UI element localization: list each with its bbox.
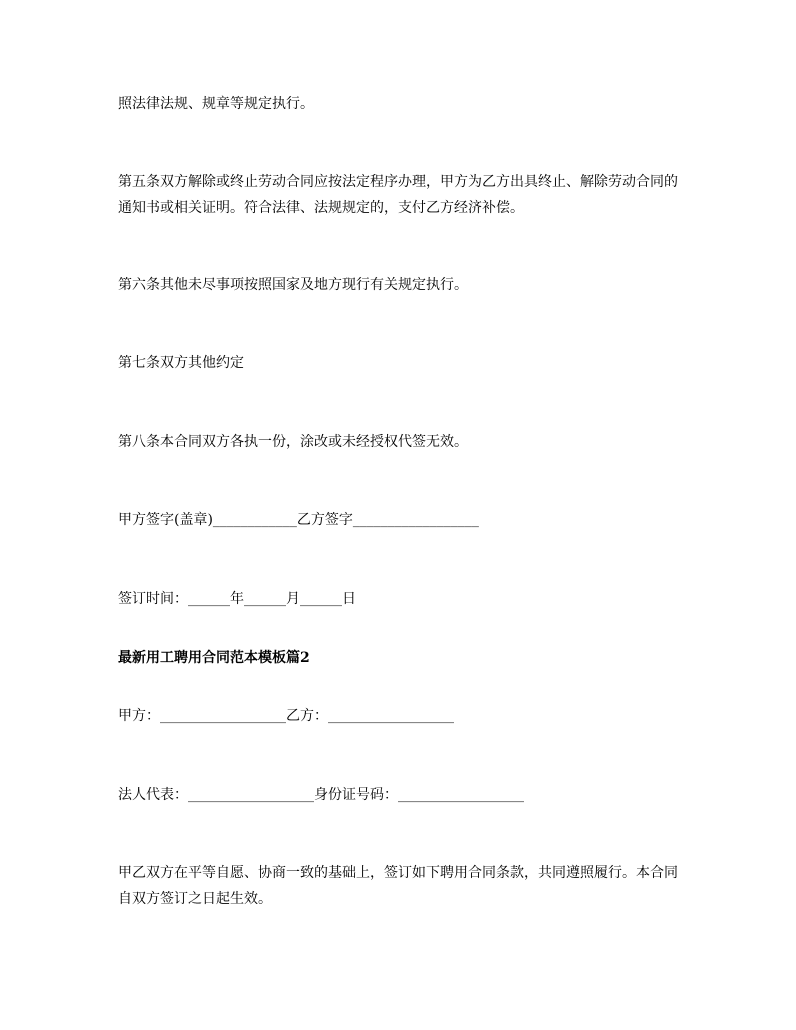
section-heading: 最新用工聘用合同范本模板篇2: [118, 650, 310, 666]
paragraph-preamble: 甲乙双方在平等自愿、协商一致的基础上，签订如下聘用合同条款，共同遵照履行。本合同自双方签订之日起生效。: [118, 865, 678, 907]
paragraph-clause-4-end: 照法律法规、规章等规定执行。: [118, 96, 314, 112]
signing-date-line: 签订时间：______年______月______日: [118, 591, 356, 607]
signature-line: 甲方签字(盖章)____________乙方签字__________________: [118, 512, 479, 528]
paragraph-clause-5: 第五条双方解除或终止劳动合同应按法定程序办理，甲方为乙方出具终止、解除劳动合同的通知书或相关证明。符合法律、法规规定的，支付乙方经济补偿。: [118, 174, 678, 216]
legal-rep-id-line: 法人代表：__________________身份证号码：__________________: [118, 787, 524, 803]
paragraph-clause-7: 第七条双方其他约定: [118, 355, 244, 371]
party-names-line: 甲方：__________________乙方：__________________: [118, 708, 454, 724]
paragraph-clause-8: 第八条本合同双方各执一份，涂改或未经授权代签无效。: [118, 434, 468, 450]
paragraph-clause-6: 第六条其他未尽事项按照国家及地方现行有关规定执行。: [118, 277, 468, 293]
